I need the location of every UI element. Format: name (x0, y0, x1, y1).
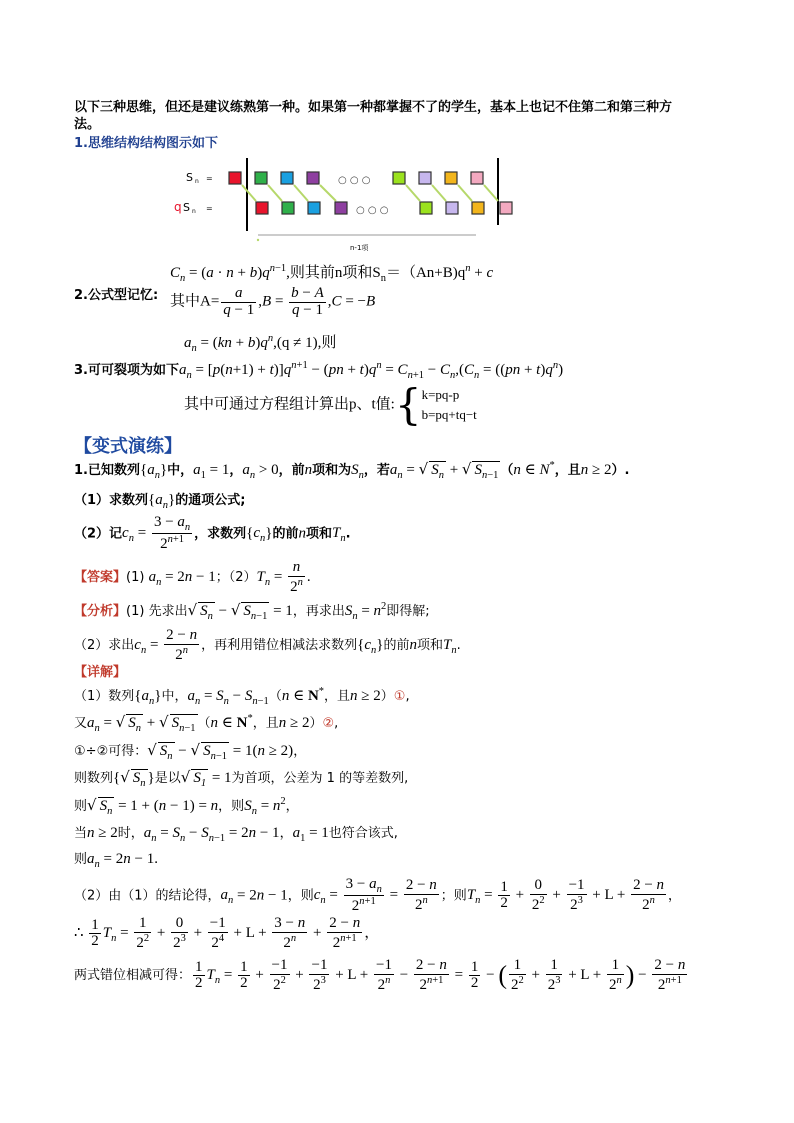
row1-term-6 (419, 172, 431, 184)
detail-line-1: （1）数列$\{a_n\}$中，$a_n = S_n - S_{n-1}(n$ ∈ N*，且n ≥ 2）①, (74, 686, 410, 707)
row2-term-5 (420, 202, 432, 214)
detail-line-3: ①÷②可得：√ $S_n$ − √ $S_{n-1} = 1(n \ge 2)$， (74, 741, 307, 762)
row2-q: q (174, 200, 182, 214)
answer-tag: 【答案】 (74, 570, 127, 586)
detail-line-7: 则$a_n = 2n - 1$. (74, 851, 158, 870)
analysis-tag: 【分析】 (74, 604, 127, 619)
bracket-dot (257, 239, 259, 241)
section3-label: 3.可可裂项为如下 (74, 363, 179, 378)
row1-term-1 (229, 172, 241, 184)
question-1: 1.已知数列$\{a_n\}$中，$a_1 = 1$，$a_n > 0$，前n项和为$S_n$，若$a_n$ = √ $S_n$ + √ $S_{n-1}$ （n ∈ N*，且n ≥ 2）. (74, 460, 630, 481)
question-part-2: （2）记$c_n$ = $\frac{3 - a_n}{2^{n+1}}$ ，求数列$\{c_n\}$的前n项和$T_n$. (74, 514, 351, 553)
row1-ellipsis: ○ ○ ○ (338, 175, 371, 186)
detail-line-5: 则√ $S_n = 1 + (n - 1) = n$，则$S_n = n^2$， (74, 796, 299, 817)
detail-line-4: 则数列{√ $S_n$ }是以√ $S_1 = 1$为首项，公差为 1 的等差数列, (74, 768, 409, 789)
row1-term-3 (281, 172, 293, 184)
row2-term-6 (446, 202, 458, 214)
detail-line-2: 又$a_n$ = √ $S_n$ + √ $S_{n-1}$ （n ∈ N*，且n ≥ 2）②, (74, 713, 339, 734)
analysis-line-2: （2）求出$c_n$ = $\frac{2 - n}{2^n}$ ，再利用错位相减法求数列$\{c_n\}$的前n项和$T_n$. (74, 627, 461, 663)
sum-structure-diagram (170, 155, 530, 255)
bracket-label: n-1项 (350, 244, 369, 252)
intro-line-1: 以下三种思维，但还是建议练熟第一种。如果第一种都掌握不了的学生，基本上也记不住第二和第三种方 (74, 100, 673, 115)
section3-line: 3.可可裂项为如下$a_n = [p(n+1) + t)]q^{n+1} - (pn + t)q^n = C_{n+1} - C_n,(C_n = ((pn + t)q^n)$ (74, 360, 564, 381)
system-brace: { (394, 380, 422, 429)
section3-prefix: 其中可通过方程组计算出p、t值: (184, 396, 395, 413)
system-eq-2: b=pq+tq−t (421, 407, 477, 422)
sum-formula: ＝（An+B)q (385, 265, 466, 281)
row2-label: S (183, 201, 190, 214)
row1-term-5 (393, 172, 405, 184)
formula-abc: 其中A= $\frac{a}{q - 1}$ ,B = $\frac{b - A}{q - 1}$ ,C = −B (170, 285, 376, 318)
section2-label: 2.公式型记忆: (74, 288, 159, 303)
row2-sub: n (192, 208, 196, 215)
row1-label: S (186, 171, 193, 184)
row2-term-4 (335, 202, 347, 214)
answer-line: 【答案】(1) $a_n = 2n - 1$；$(2)T_n$ = $\frac{n}{2^n}$ . (74, 559, 311, 595)
row2-ellipsis: ○ ○ ○ (356, 205, 389, 216)
row1-sub: n (195, 178, 199, 185)
row1-term-7 (445, 172, 457, 184)
detail-line-10: 两式错位相减可得： $\frac{1}{2}$ $T_n$ = $\frac{1}{2}$ + $\frac{-1}{2^2}$ + $\frac{-1}{2^3}$ + L + $\frac{-1}{2^n}$ − $\frac{2 - n}{2^{n+1}}$ = $\frac{1}{2}$ − ( $\frac{1}{2^2}$ + $\frac{1}{2^3}$ + L + $\frac{1}{2^n}$ ) − $\frac{2 - n}{2^{n+1}}$ (74, 957, 686, 993)
row2-term-2 (282, 202, 294, 214)
system-eq-1: k=pq-p (421, 387, 460, 402)
row1-term-8 (471, 172, 483, 184)
question-part-1: （1）求数列$\{a_n\}$的通项公式; (74, 492, 246, 511)
row2-term-3 (308, 202, 320, 214)
analysis-line-1: 【分析】(1) 先求出√ $S_n$ − √ $S_{n-1} = 1$，再求出$S_n = n^2$即得解; (74, 601, 430, 622)
exercise-heading: 【变式演练】 (74, 436, 182, 457)
row2-eq: = (206, 204, 213, 213)
detail-line-6: 当n ≥ 2时，$a_n = S_n - S_{n-1} = 2n - 1$，$a_1 = 1$也符合该式, (74, 825, 398, 844)
sum-text: 则其前n项和S (289, 265, 381, 281)
row2-term-8 (500, 202, 512, 214)
formula-an: $a_n = (kn + b)q^n,(q \ne 1)$,则 (184, 333, 337, 354)
row1-eq: = (206, 174, 213, 183)
intro-line-2: 法。 (74, 117, 101, 132)
section1-title: 1.思维结构结构图示如下 (74, 136, 218, 151)
formula-abc-prefix: 其中A= (170, 293, 220, 310)
section3-system (184, 380, 477, 429)
row1-term-2 (255, 172, 267, 184)
row2-term-7 (472, 202, 484, 214)
formula-cn: $C_n = (a \cdot n + b)q^{n-1}$,则其前n项和$S_n=(An+B)q^n + c$ (170, 263, 494, 284)
detail-line-8: （2）由（1）的结论得，$a_n = 2n - 1$，则$c_n$ = $\frac{3 - a_n}{2^{n+1}}$ = $\frac{2 - n}{2^n}$ ；则$T_n$ = $\frac{1}{2}$ + $\frac{0}{2^2}$ + $\frac{-1}{2^3}$ + L + $\frac{2 - n}{2^n}$ ， (74, 876, 682, 915)
term-connectors (242, 185, 498, 201)
row1-term-4 (307, 172, 319, 184)
detail-tag: 【详解】 (74, 665, 127, 680)
formula-an-cond: ,(q ≠ 1),则 (273, 335, 337, 351)
detail-line-9: ∴ $\frac{1}{2}$ $T_n$ = $\frac{1}{2^2}$ + $\frac{0}{2^3}$ + $\frac{-1}{2^4}$ + L + $\frac{3 - n}{2^n}$ + $\frac{2 - n}{2^{n+1}}$ ， (74, 915, 380, 951)
row2-term-1 (256, 202, 268, 214)
